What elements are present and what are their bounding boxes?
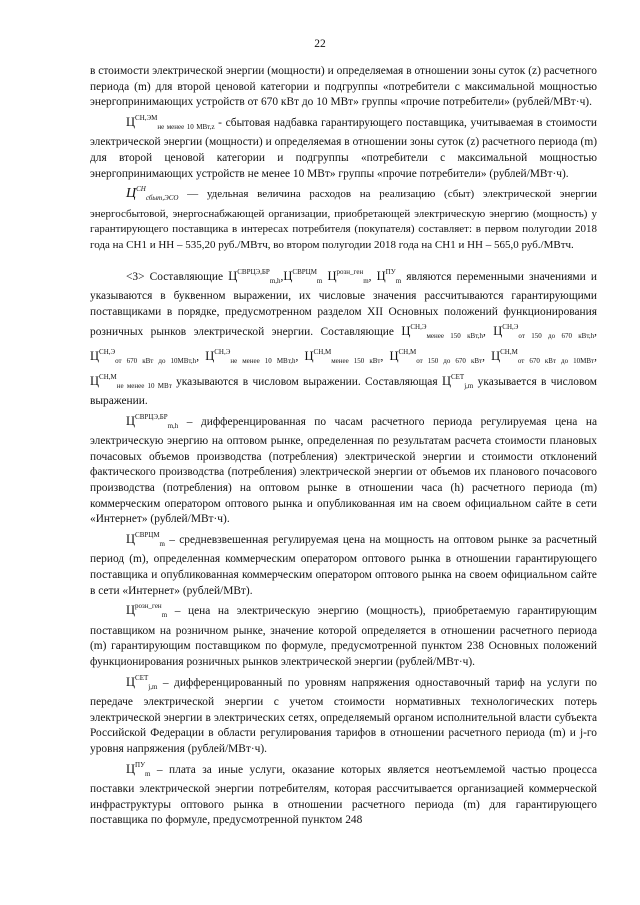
formula-symbol: $Ц^{ПУ}_m$ bbox=[376, 267, 402, 285]
paragraph: $Ц^{СВРЦЭ,БР}_{m,h}$ – дифференцированная по часам расчетного периода регулируемая цена на электрическую энергию на оптовом рынке, определенная по результатам расчета стоимости плановых почасовых объемов производства (потребления) электрической энергии и стоимости отклонений фактического производства (потребления) электрической энергии от объемов их планового почасового производства (потребления) на оптовом рынке в отношении часа (h) расчетного периода (m) коммерческим оператором оптового рынка и опубликованная им на своем официальном сайте в сети «Интернет» (рублей/МВт·ч). bbox=[90, 412, 597, 526]
paragraph: $Ц^{розн\_ген}_m$ – цена на электрическую энергию (мощность), приобретаемую гарантирующим поставщиком на розничном рынке, значение которой определяется в отношении расчетного периода (m) гарантирующим поставщиком по формуле, предусмотренной пунктом 238 Основных положений функционирования розничных рынков электрической энергии (рублей/МВт·ч). bbox=[90, 602, 597, 668]
formula-symbol: $Ц^{СВРЦЭ,БР}_{m,h}$ bbox=[126, 412, 179, 430]
formula-symbol: $Ц^{СН,М}_{от 150 до 670 кВт}$ bbox=[389, 347, 483, 365]
formula-symbol: $Ц^{СВРЦЭ,БР}_{m,h}$ bbox=[228, 267, 281, 285]
formula-symbol: $Ц^{СВРЦМ}_m$ bbox=[126, 530, 165, 548]
formula-symbol: $Ц^{СВРЦМ}_m$ bbox=[283, 267, 323, 285]
formula-symbol: $Ц^{ПУ}_m$ bbox=[126, 760, 151, 778]
paragraph: $Ц^{ПУ}_m$ – плата за иные услуги, оказание которых является неотъемлемой частью процесса поставки электрической энергии потребителям, которая рассчитывается организацией коммерческой инфраструктуры оптового рынка в отношении расчетного периода (m) для гарантирующего поставщика по формуле, предусмотренной пунктом 248 bbox=[90, 760, 597, 827]
document-body bbox=[90, 64, 597, 829]
formula-symbol: $Ц^{СН,Э}_{от 150 до 670 кВт,h}$ bbox=[493, 323, 595, 341]
paragraph: $Ц^{СН}_{сбыт,ЭСО}$ — удельная величина расходов на реализацию (сбыт) электрической энергии энергосбытовой, энергоснабжающей организации, приобретающей электрическую энергию (мощность) у гарантирующего поставщика в интересах потребителя (покупателя) составляет: в первом полугодии 2018 года на СН1 и НН – 535,20 руб./МВтч, во втором полугодии 2018 года на СН1 и НН – 565,0 руб./МВтч. bbox=[90, 185, 597, 251]
paragraph: <3> Составляющие $Ц^{СВРЦЭ,БР}_{m,h},Ц^{СВРЦМ}_m$ $Ц^{розн\_ген}_m$, $Ц^{ПУ}_m$ являются переменными значениями и указываются в буквенном выражении, их числовые значения рассчитываются гарантирующими поставщиками в порядке, предусмотренном разделом XII Основных положений функционирования розничных рынков электрической энергии. Составляющие $Ц^{СН,Э}_{менее 150 кВт,h}$, $Ц^{СН,Э}_{от 150 до 670 кВт,h}$, $Ц^{СН,Э}_{от 670 кВт до 10МВт,h}$, $Ц^{СН,Э}_{не менее 10 МВт,h}$, $Ц^{СН,М}_{менее 150 кВт}$, $Ц^{СН,М}_{от 150 до 670 кВт}$, $Ц^{СН,М}_{от 670 кВт до 10МВт}$, $Ц^{СН,М}_{не менее 10 МВт}$ указываются в числовом выражении. Составляющая $Ц^{СЕТ}_{j,m}$ указывается в числовом выражении. bbox=[90, 267, 597, 408]
paragraph: $Ц^{СЕТ}_{j,m}$ – дифференцированный по уровням напряжения одноставочный тариф на услуги по передаче электрической энергии с учетом стоимости нормативных технологических потерь электрической энергии в электрических сетях, определяемый органом исполнительной власти субъекта Российской Федерации в области регулирования тарифов в отношении расчетного периода (m) и j-го уровня напряжения (рублей/МВт·ч). bbox=[90, 673, 597, 755]
formula-symbol: $Ц^{СН,ЭМ}_{не менее 10 МВт,z}$ bbox=[126, 113, 215, 131]
paragraph: $Ц^{СН,ЭМ}_{не менее 10 МВт,z}$ - сбытовая надбавка гарантирующего поставщика, учитываемая в стоимости электрической энергии (мощности) и определяемая в отношении зоны суток (z) расчетного периода (m) для второй ценовой категории и подгруппы «потребители с максимальной мощностью энергопринимающих устройств не менее 10 МВт» группы «прочие потребители» (рублей/МВт·ч). bbox=[90, 113, 597, 180]
formula-symbol: $Ц^{СЕТ}_{j,m}$ bbox=[441, 372, 474, 390]
page-number: 22 bbox=[314, 38, 326, 50]
paragraph: в стоимости электрической энергии (мощности) и определяемая в отношении зоны суток (z) расчетного периода (m) для второй ценовой категории и подгруппы «потребители с максимальной мощностью энергопринимающих устройств от 670 кВт до 10 МВт» группы «прочие потребители» (рублей/МВт·ч). bbox=[90, 65, 597, 109]
formula-symbol: $Ц^{СН}_{сбыт,ЭСО}$ bbox=[126, 185, 179, 203]
formula-symbol: $Ц^{СН,М}_{не менее 10 МВт}$ bbox=[90, 372, 172, 390]
formula-symbol: $Ц^{СН,М}_{от 670 кВт до 10МВт}$ bbox=[491, 347, 595, 365]
formula-symbol: $Ц^{СН,Э}_{не менее 10 МВт,h}$ bbox=[205, 347, 296, 365]
formula-symbol: $Ц^{СЕТ}_{j,m}$ bbox=[126, 673, 158, 691]
formula-symbol: $Ц^{розн\_ген}_m$ bbox=[126, 602, 168, 620]
paragraph: $Ц^{СВРЦМ}_m$ – средневзвешенная регулируемая цена на мощность на оптовом рынке за расчетный период (m), определенная коммерческим оператором оптового рынка в отношении гарантирующего поставщика и опубликованная коммерческим оператором оптового рынка на своем официальном сайте в сети «Интернет» (рублей/МВт). bbox=[90, 530, 597, 597]
formula-symbol: $Ц^{СН,Э}_{менее 150 кВт,h}$ bbox=[401, 323, 483, 341]
formula-symbol: $Ц^{розн\_ген}_m$ bbox=[327, 267, 369, 285]
formula-symbol: $Ц^{СН,М}_{менее 150 кВт}$ bbox=[304, 347, 381, 365]
formula-symbol: $Ц^{СН,Э}_{от 670 кВт до 10МВт,h}$ bbox=[90, 347, 197, 365]
